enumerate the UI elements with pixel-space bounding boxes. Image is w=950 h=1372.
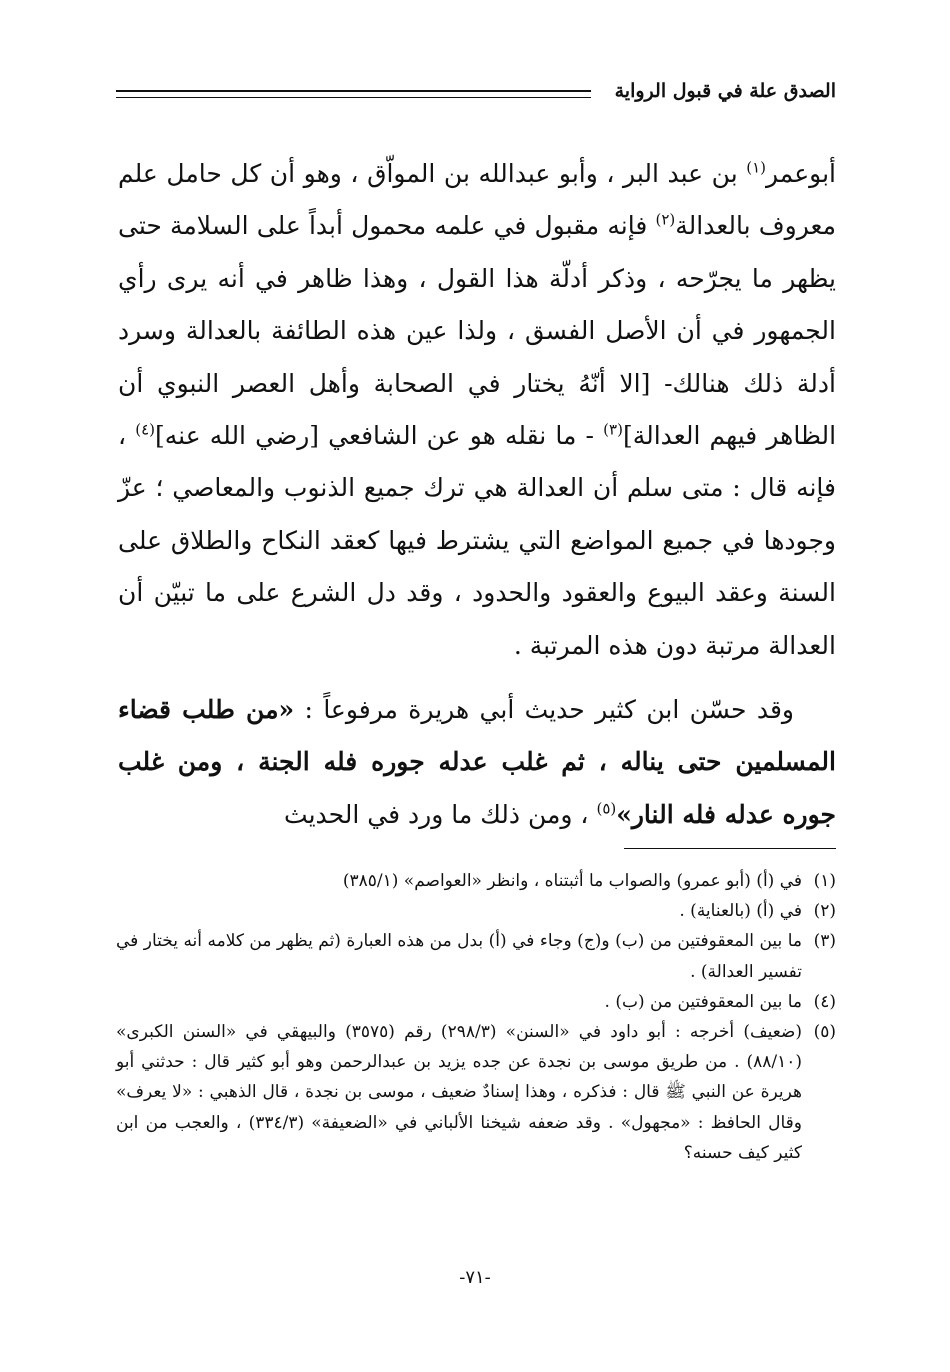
text-run: - ما نقله هو عن الشافعي [رضي الله عنه] — [155, 421, 604, 451]
running-header — [116, 80, 836, 120]
text-run: فإنه مقبول في علمه محمول أبداً على السلامة حتى يظهر ما يجرّحه ، وذكر أدلّة هذا القول ، وهذا ظاهر في أنه يرى رأي الجمهور في أن الأصل الفسق ، ولذا عين هذه الطائفة بالعدالة وسرد أدلة ذلك هنالك- [الا أنّهُ يختار في الصحابة وأهل العصر النبوي أن الظاهر فيهم العدالة] — [118, 211, 837, 451]
footnote-5 — [116, 1017, 836, 1168]
footnote-text: (ضعيف) أخرجه : أبو داود في «السنن» (٢٩٨/٣) رقم (٣٥٧٥) والبيهقي في «السنن الكبرى» (٨٨/١٠) . من طريق موسى بن نجدة عن جده يزيد بن عبدالرحمن وهو أبو كثير قال : حدثني أبو هريرة عن النبي ﷺ قال : فذكره ، وهذا إسنادٌ ضعيف ، موسى بن نجدة ، قال الذهبي : «لا يعرف» وقال الحافظ : «مجهول» . وقد ضعفه شيخنا الألباني في «الضعيفة» (٣٣٤/٣) ، والعجب من ابن كثير كيف حسنه؟ — [116, 1022, 802, 1163]
paragraph-2 — [118, 684, 836, 841]
header-rule — [116, 90, 591, 92]
text-run: ، ومن ذلك ما ورد في الحديث — [284, 799, 597, 829]
footnote-ref-1: (١) — [746, 158, 767, 177]
main-text — [118, 148, 836, 841]
footnote-number: (٤) — [813, 991, 836, 1012]
footnote-ref-2: (٢) — [655, 211, 676, 230]
header-title: الصدق علة في قبول الرواية — [614, 80, 836, 102]
footnote-text: ما بين المعقوفتين من (ب) و(ج) وجاء في (أ) بدل من هذه العبارة (ثم يظهر من كلامه أنه يختار في تفسير العدالة) . — [116, 931, 802, 982]
text-run: أبوعمر — [766, 159, 836, 188]
hadith-quote: «من طلب قضاء المسلمين حتى يناله ، ثم غلب عدله جوره فله الجنة ، ومن غلب جوره عدله فله النار» — [118, 695, 836, 829]
footnote-4 — [116, 987, 836, 1017]
paragraph-1 — [118, 148, 836, 672]
page-number: -٧١- — [459, 1267, 491, 1288]
text-run: بن عبد البر ، وأبو عبدالله بن المواّق ، وهو أن كل حامل علم معروف بالعدالة — [118, 159, 836, 241]
footnote-1 — [116, 866, 836, 896]
text-run: وقد حسّن ابن كثير حديث أبي هريرة مرفوعاً : — [294, 695, 794, 725]
footnote-number: (٥) — [813, 1022, 836, 1043]
footnote-ref-4: (٤) — [135, 420, 155, 439]
footnote-separator — [624, 848, 836, 849]
footnote-ref-5: (٥) — [596, 799, 617, 818]
footnote-number: (٣) — [813, 931, 836, 952]
text-run: ، فإنه قال : متى سلم أن العدالة هي ترك جميع الذنوب والمعاصي ؛ عزّ وجودها في جميع المواضع التي يشترط فيها كعقد النكاح والطلاق على السنة وعقد البيوع والعقود والحدود ، وقد دل الشرع على ما تبيّن أن العدالة مرتبة دون هذه المرتبة . — [118, 421, 836, 660]
header-rule-thin — [116, 97, 591, 98]
footnote-number: (١) — [813, 871, 836, 891]
footnote-number: (٢) — [813, 901, 836, 922]
footnote-text: في (أ) (أبو عمرو) والصواب ما أثبتناه ، وانظر «العواصم» (٣٨٥/١) — [342, 871, 802, 891]
footnote-3 — [116, 926, 836, 986]
footnote-text: ما بين المعقوفتين من (ب) . — [604, 991, 802, 1012]
footnote-ref-3: (٣) — [603, 420, 623, 439]
footnote-text: في (أ) (بالعناية) . — [679, 901, 802, 922]
footnote-2 — [116, 896, 836, 926]
footnotes — [116, 866, 836, 1168]
